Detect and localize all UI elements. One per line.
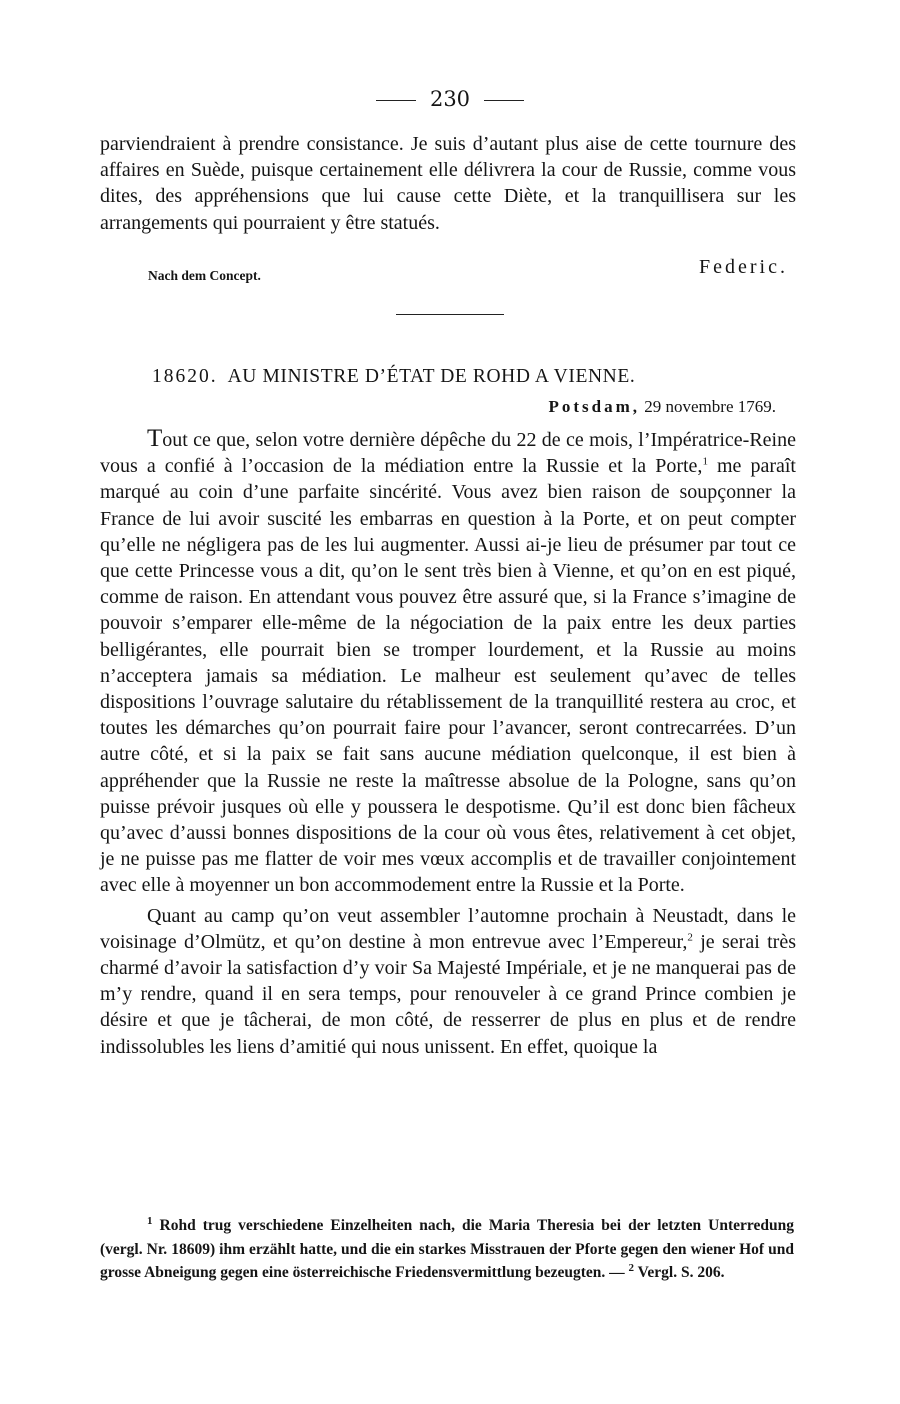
initial-letter: T	[147, 425, 163, 452]
header-dash-left	[376, 100, 416, 101]
footnote-1-text: Rohd trug verschiedene Einzelheiten nach, die Maria Theresia bei der letzten Unterredung (vergl. Nr. 18609) ihm erzählt hatte, und die ein starkes Misstrauen der Pforte gegen den wiener Hof und grosse Abneigung gegen eine österreichische Friedensvermittlung bezeugten. —	[100, 1217, 794, 1281]
source-note: Nach dem Concept.	[148, 268, 261, 283]
letter-body	[100, 426, 796, 1060]
signature: Federic.	[699, 256, 788, 278]
footnotes	[100, 1214, 794, 1285]
page-header	[0, 86, 900, 112]
letter-date: 29 novembre 1769.	[644, 397, 776, 416]
paragraph-1-text-b: me paraît marqué au coin d’une parfaite sincérité. Vous avez bien raison de soupçonner la France de lui avoir suscité les embarras en question à la Porte, et on peut compter qu’elle ne négligera pas de les lui augmenter. Aussi ai-je lieu de présumer par tout ce que cette Princesse vous a dit, qu’on le sent très bien à Vienne, et qu’on en est piqué, comme de raison. En attendant vous pouvez être assuré que, si la France s’imagine de pouvoir s’emparer elle-même de la négociation de la paix entre les deux parties belligérantes, elle pourrait bien se tromper lourdement, et la Russie au moins n’acceptera jamais sa médiation. Le malheur est seulement qu’avec de telles dispositions l’ouvrage salutaire du rétablissement de la tranquillité restera au croc, et toutes les démarches qu’on pourrait faire pour l’avancer, seront contrecarrées. D’un autre côté, et si la paix se fait sans aucune médiation quelconque, il est bien à appréhender que la Russie ne reste la maîtresse absolue de la Pologne, sans qu’on puisse prévoir jusques où elle y poussera le despotisme. Qu’il est donc bien fâcheux qu’avec d’aussi bonnes dispositions de la cour où vous êtes, relativement à cet objet, je ne puisse pas me flatter de voir mes vœux accomplis et de travailler conjointement avec elle à moyenner un bon accommodement entre la Russie et la Porte.	[100, 455, 796, 897]
letter-number: 18620.	[152, 366, 218, 387]
previous-letter-closing	[100, 256, 796, 287]
footnote-ref-1: 1	[702, 455, 708, 468]
previous-letter-text: parviendraient à prendre consistance. Je suis d’autant plus aise de cette tournure des affaires en Suède, puisque certainement elle délivrera la cour de Russie, comme vous dites, des appréhensions que lui cause cette Diète, et la tranquillisera sur les arrangements qui pourraient y être statués.	[100, 133, 796, 234]
footnote-mark-2: 2	[628, 1261, 635, 1274]
footnote-mark-1: 1	[147, 1214, 153, 1227]
letter-paragraph-1	[100, 426, 796, 899]
section-separator	[396, 314, 504, 315]
letter-paragraph-2	[100, 903, 796, 1060]
page-number: 230	[429, 87, 471, 111]
footnote-2-text: Vergl. S. 206.	[634, 1264, 725, 1281]
letter-heading	[152, 366, 635, 388]
letter-title: AU MINISTRE D’ÉTAT DE ROHD A VIENNE.	[227, 366, 636, 387]
header-dash-right	[484, 100, 524, 101]
letter-dateline	[548, 397, 776, 417]
footnote-text	[100, 1214, 794, 1285]
paragraph-2-text-b: je serai très charmé d’avoir la satisfaction d’y voir Sa Majesté Impériale, et je ne manquerai pas de m’y rendre, quand il en sera temps, pour renouveler à ce grand Prince combien je désire et que je tâcherai, de mon côté, de resserrer de plus en plus et de rendre indissolubles les liens d’amitié qui nous unissent. En effet, quoique la	[100, 930, 796, 1058]
footnote-ref-2: 2	[687, 931, 693, 944]
paragraph-2-text-a: Quant au camp qu’on veut assembler l’automne prochain à Neustadt, dans le voisinage d’Olmütz, et qu’on destine à mon entrevue avec l’Empereur,	[100, 904, 796, 953]
previous-letter-ending	[100, 131, 796, 236]
letter-place: Potsdam,	[548, 397, 641, 416]
paragraph-1-text-a: out ce que, selon votre dernière dépêche du 22 de ce mois, l’Impératrice-Reine vous a confié à l’occasion de la médiation entre la Russie et la Porte,	[100, 429, 796, 478]
